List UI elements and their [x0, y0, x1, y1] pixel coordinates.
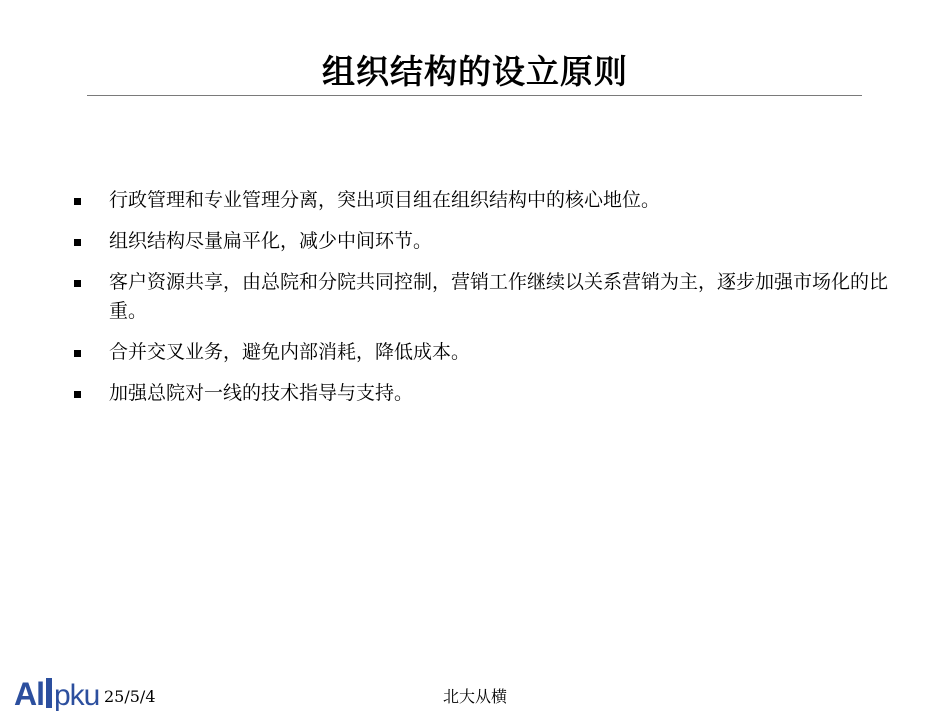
bullet-item [72, 227, 892, 256]
bullet-text: 加强总院对一线的技术指导与支持。 [109, 382, 414, 404]
bullet-item [72, 268, 892, 326]
title-divider [87, 95, 862, 96]
logo-text-al: Al [14, 676, 44, 712]
bullet-item [72, 338, 892, 367]
bullet-text: 合并交叉业务，避免内部消耗，降低成本。 [109, 341, 471, 363]
footer-center-text: 北大从横 [442, 687, 507, 706]
square-bullet-icon [74, 350, 81, 357]
logo-text-pku: pku [54, 679, 100, 712]
bullet-item [72, 379, 892, 408]
bullet-list [72, 186, 892, 420]
bullet-text: 客户资源共享，由总院和分院共同控制，营销工作继续以关系营销为主，逐步加强市场化的比重。 [109, 271, 889, 322]
square-bullet-icon [74, 391, 81, 398]
square-bullet-icon [74, 280, 81, 287]
bullet-item [72, 186, 892, 215]
slide-title: 组织结构的设立原则 [322, 52, 628, 91]
footer-date: 25/5/4 [104, 687, 156, 706]
bullet-text: 组织结构尽量扁平化，减少中间环节。 [109, 230, 433, 252]
square-bullet-icon [74, 198, 81, 205]
square-bullet-icon [74, 239, 81, 246]
bullet-text: 行政管理和专业管理分离，突出项目组在组织结构中的核心地位。 [109, 189, 661, 211]
